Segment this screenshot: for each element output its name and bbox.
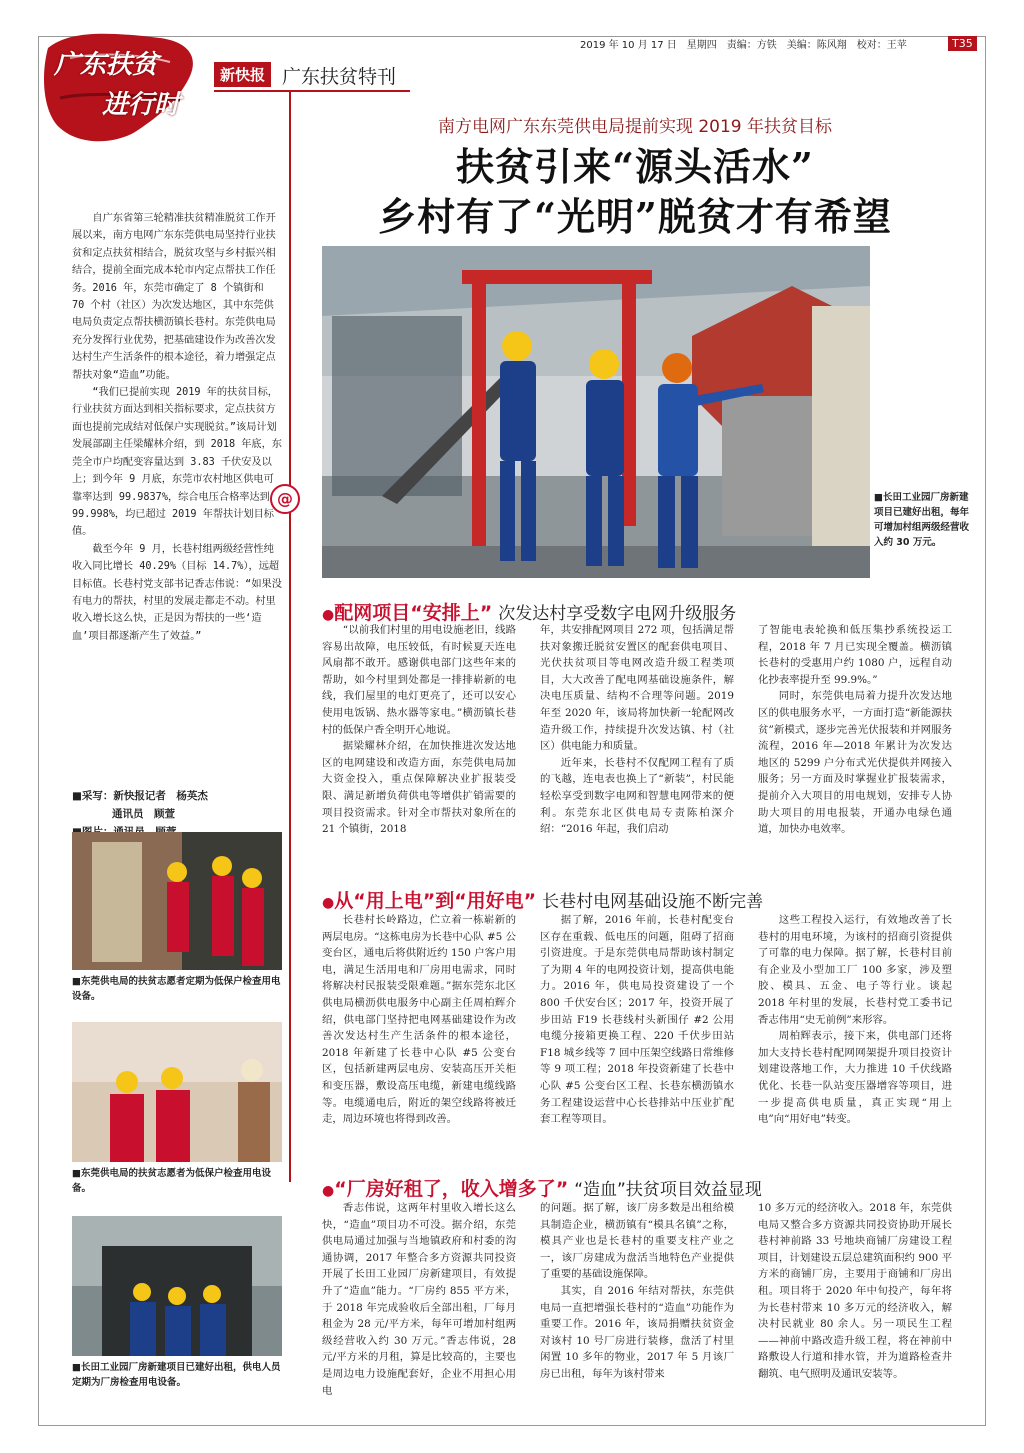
masthead-line2: 进行时	[102, 90, 181, 120]
paragraph: 据了解，2016 年前，长巷村配变台区存在重载、低电压的问题，阻碍了招商引资进度。于是东莞供电局帮助该村制定了为期 4 年的电网投资计划，提高供电能力。2016 年，供电局投资建设了一个 800 千伏安台区；2017 年，投资开展了步田站 F19 长巷线村头新围仔 #2 公用电缆分接箱更换工程、220 千伏步田站 F18 城乡线等 7 回中压架空线路日常维修等 9 项工程；2018 年投资新建了长巷中心队 #5 公变台区工程、长巷东横沥镇水务工程建设运营中心长巷排站中压业扩配套工程等项目。	[540, 914, 734, 1126]
header-rule	[214, 90, 410, 92]
newspaper-brand: 新快报	[214, 62, 271, 87]
column-rule	[289, 92, 291, 1182]
paragraph: 的问题。据了解，该厂房多数是出租给模具制造企业，横沥镇有“模具名镇”之称，模具产业也是长巷村的重要支柱产业之一，该厂房建成为盘活当地特色产业提供了重要的基础设施保障。	[540, 1202, 734, 1281]
section-3-title-black: “造血”扶贫项目效益显现	[574, 1180, 762, 1200]
section-3-column-1	[322, 1200, 516, 1399]
left-photo-3	[72, 1216, 282, 1356]
byline-correspondent: 通讯员 顾萱	[112, 808, 175, 820]
paragraph: 了智能电表轮换和低压集抄系统投运工程，2018 年 7 月已实现全覆盖。横沥镇长巷村的受惠用户约 1080 户，远程自动化抄表率提升至 99.9%。”	[758, 624, 952, 686]
bullet-dot-icon: ●	[322, 1183, 335, 1199]
paragraph: 同时，东莞供电局着力提升次发达地区的供电服务水平，一方面打造“新能源扶贫”新模式，逐步完善光伏报装和并网服务流程，2016 年—2018 年累计为次发达地区的 5299 户分布式光伏提供并网接入服务；另一方面及时掌握业扩报装需求，提前介入大项目的用电规划，安排专人协助大项目的用电报装，开通办电绿色通道，加快办电效率。	[758, 690, 952, 836]
at-sign-icon: @	[270, 484, 300, 514]
paragraph: 10 多万元的经济收入。2018 年，东莞供电局又整合多方资源共同投资协助开展长巷村神前路 33 号地块商铺厂房建设工程项目，计划建设五层总建筑面积约 900 平方米的商铺厂房，主要用于商铺和厂房出租。项目将于 2020 年中旬投产，每年将为长巷村带来 10 多万元的经济收入，解决村民就业 80 余人。另一项民生工程——神前中路改造升级工程，将在神前中路敷设人行道和排水管，并为道路检查井翻筑、电气照明及通讯安装等。	[758, 1202, 952, 1380]
left-photo-1	[72, 832, 282, 970]
section-3-column-3	[758, 1200, 952, 1383]
bullet-dot-icon: ●	[322, 895, 335, 911]
section-name: 广东扶贫特刊	[282, 66, 397, 88]
section-1-title-black: 次发达村享受数字电网升级服务	[498, 604, 737, 624]
bullet-dot-icon: ●	[322, 607, 335, 623]
paragraph: 长巷村长岭路边，伫立着一栋崭新的两层电房。“这栋电房为长巷中心队 #5 公变台区，通电后将供附近约 150 户客户用电，满足生活用电和厂房用电需求，同时将解决村民报装受限难题。”据东莞东北区供电局横沥供电服务中心副主任周柏辉介绍，供电部门坚持把电网基础建设作为改善次发达村生产生活条件的根本途径，2018 年新建了长巷中心队 #5 公变台区，包括新建两层电房、安装高压开关柜和变压器，敷设高压电缆，新建电缆线路等。电缆通电后，附近的架空线路将被迁走，周边环境也将得到改善。	[322, 914, 516, 1126]
section-3-column-2	[540, 1200, 734, 1383]
left-photo-2	[72, 1022, 282, 1162]
left-photo-1-caption: ■东莞供电局的扶贫志愿者定期为低保户检查用电设备。	[72, 976, 281, 1002]
intro-paragraph: “我们已提前实现 2019 年的扶贫目标，行业扶贫方面达到相关指标要求，定点扶贫方面也提前完成结对低保户实现脱贫。”该局计划发展部副主任梁耀林介绍，到 2018 年底，东莞全市户均配变容量达到 3.83 千伏安及以上；到今年 9 月底，东莞市农村地区供电可靠率达到 99.9837%，综合电压合格率达到 99.998%，均已超过 2019 年帮扶计划目标值。	[72, 387, 282, 538]
section-2-title	[322, 886, 763, 913]
dateline: 2019 年 10 月 17 日 星期四 责编：方铁 美编：陈风翔 校对：王苹	[580, 40, 907, 51]
intro-column	[72, 210, 282, 645]
paragraph: 年，共安排配网项目 272 项，包括满足帮扶对象搬迁脱贫安置区的配套供电项目、光伏扶贫项目等电网改造升级工程类项目，大大改善了配电网基础设施条件，解决电压质量、结构不合理等问题。2019 年至 2020 年，该局将加快新一轮配网改造升级工作，持续提升次发达镇、村（社区）供电能力和质量。	[540, 624, 734, 753]
left-photo-3-caption: ■长田工业园厂房新建项目已建好出租，供电人员定期为厂房检查用电设备。	[72, 1362, 281, 1388]
section-2-column-1	[322, 912, 516, 1128]
section-1-column-3	[758, 622, 952, 838]
paragraph: “以前我们村里的用电设施老旧，线路容易出故障，电压较低，有时候夏天连电风扇都不敢开。感谢供电部门这些年来的帮助，如今村里到处都是一排排崭新的电线，我们屋里的电灯更亮了，还可以安心使用电饭锅、热水器等家电。”横沥镇长巷村的低保户香全明开心地说。	[322, 624, 516, 736]
section-3-title-red: “厂房好租了，收入增多了”	[334, 1178, 569, 1200]
intro-paragraph: 自广东省第三轮精准扶贫精准脱贫工作开展以来，南方电网广东东莞供电局坚持行业扶贫和定点扶贫相结合，脱贫攻坚与乡村振兴相结合，提前全面完成本轮市内定点帮扶工作任务。2016 年，东莞市确定了 8 个镇街和 70 个村（社区）为次发达地区，其中东莞供电局负责定点帮扶横沥镇长巷村。东莞供电局充分发挥行业优势，把基础建设作为改善次发达村生产生活条件的根本途径，着力增强定点帮扶对象“造血”功能。	[72, 213, 276, 381]
paragraph: 这些工程投入运行，有效地改善了长巷村的用电环境，为该村的招商引资提供了可靠的电力保障。据了解，长巷村目前有企业及小型加工厂 100 多家，涉及塑胶、模具、五金、电子等行业。谈起 2018 年村里的发展，长巷村党工委书记香志伟用“史无前例”来形容。	[758, 914, 952, 1026]
paragraph: 其实，自 2016 年结对帮扶，东莞供电局一直把增强长巷村的“造血”功能作为重要工作。2016 年，该局捐赠扶贫资金对该村 10 号厂房进行装修，盘活了村里闲置 10 多年的物业，2017 年 5 月该厂房已出租，每年为该村带来	[540, 1284, 734, 1380]
section-1-column-1	[322, 622, 516, 838]
section-3-title	[322, 1174, 762, 1201]
paragraph: 周柏辉表示，接下来，供电部门还将加大支持长巷村配网网架提升项目投资计划建设落地工作，大力推进 10 千伏线路优化、长巷一队站变压器增容等项目，进一步提高供电质量，真正实现“用上电”向“用好电”转变。	[758, 1030, 952, 1126]
main-photo	[322, 246, 870, 578]
paragraph: 香志伟说，这两年村里收入增长这么快，“造血”项目功不可没。据介绍，东莞供电局通过加强与当地镇政府和村委的沟通协调，2017 年整合多方资源共同投资开展了长田工业园厂房新建项目，有效提升了“造血”能力。“厂房约 855 平方米，于 2018 年完成验收后全部出租，厂每月租金为 28 元/平方米，每年可增加村组两级经营收入约 30 万元。”香志伟说，28 元/平方米的月租，算是比较高的，主要也是周边电力设施配套好，企业不用担心用电	[322, 1202, 516, 1397]
masthead-line1: 广东扶贫	[54, 50, 159, 80]
section-2-title-black: 长巷村电网基础设施不断完善	[542, 892, 764, 912]
masthead-emblem	[40, 28, 200, 148]
section-2-title-red: 从“用上电”到“用好电”	[334, 890, 537, 912]
section-2-column-3	[758, 912, 952, 1128]
main-photo-caption: ■长田工业园厂房新建项目已建好出租，每年可增加村组两级经营收入约 30 万元。	[874, 492, 970, 548]
article-headline-2: 乡村有了“光明”脱贫才有希望	[378, 194, 892, 239]
section-1-title-red: 配网项目“安排上”	[334, 602, 493, 624]
paragraph: 近年来，长巷村不仅配网工程有了质的飞越，连电表也换上了“新装”，村民能轻松享受到数字电网和智慧电网带来的便利。东莞东北区供电局专责陈柏深介绍：“2016 年起，我们启动	[540, 756, 734, 836]
section-1-title	[322, 598, 736, 625]
page-number: T35	[948, 36, 977, 51]
section-1-column-2	[540, 622, 734, 838]
intro-paragraph: 截至今年 9 月，长巷村组两级经营性纯收入同比增长 40.29%（目标 14.7%），远超目标值。长巷村党支部书记香志伟说：“如果没有电力的帮扶，村里的发展走都走不动。村里收入增长这么快，正是因为帮扶的一些‘造血’项目都逐渐产生了效益。”	[72, 543, 282, 642]
paragraph: 据梁耀林介绍，在加快推进次发达地区的电网建设和改造方面，东莞供电局加大资金投入，重点保障解决业扩报装受限、满足新增负荷供电等增供扩销需要的项目投资需求。针对全市帮扶对象所在的 21 个镇街，2018	[322, 740, 516, 836]
article-subhead: 南方电网广东东莞供电局提前实现 2019 年扶贫目标	[437, 117, 833, 137]
section-2-column-2	[540, 912, 734, 1128]
left-photo-2-caption: ■东莞供电局的扶贫志愿者为低保户检查用电设备。	[72, 1168, 271, 1194]
article-headline-1: 扶贫引来“源头活水”	[456, 144, 814, 189]
byline-reporter: ■采写：新快报记者 杨英杰	[72, 790, 208, 802]
